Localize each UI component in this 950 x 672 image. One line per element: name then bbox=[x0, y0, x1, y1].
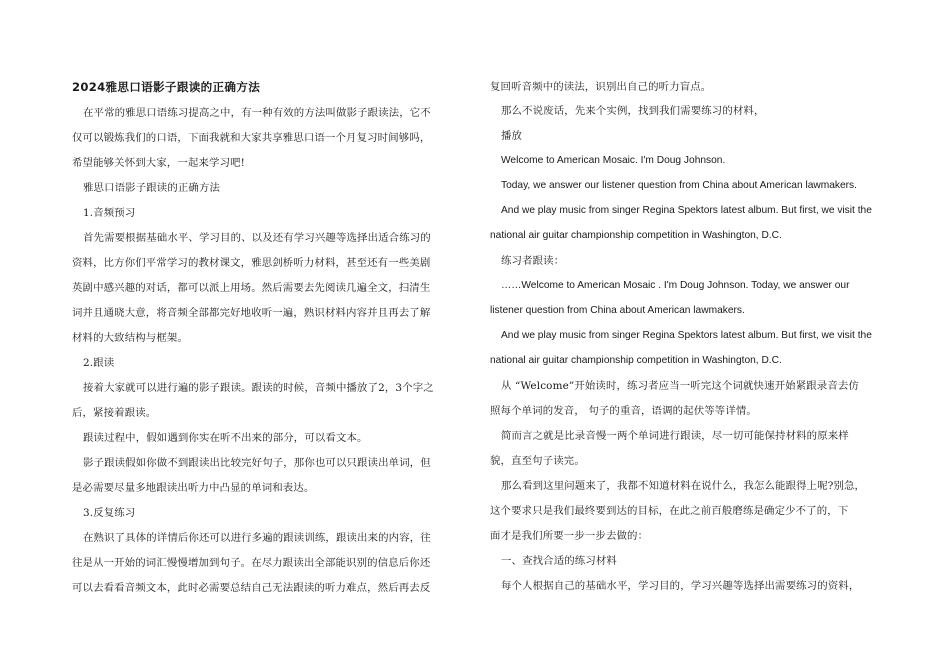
paragraph-line: 跟读过程中，假如遇到你实在听不出来的部分，可以看文本。 bbox=[83, 432, 368, 444]
paragraph-line: 仅可以锻炼我们的口语，下面我就和大家共享雅思口语一个月复习时间够吗， bbox=[72, 132, 431, 144]
paragraph-line: 是必需要尽量多地跟读出听力中凸显的单词和表达。 bbox=[72, 482, 315, 494]
paragraph-line: 那么不说废话，先来个实例，找到我们需要练习的材料， bbox=[501, 105, 765, 117]
paragraph-line: 照每个单词的发音， 句子的重音，语调的起伏等等详情。 bbox=[490, 405, 757, 417]
english-line: And we play music from singer Regina Spektors latest album. But first, we visit the bbox=[501, 330, 872, 341]
section-heading: 2.跟读 bbox=[83, 357, 115, 369]
english-line: listener question from China about American lawmakers. bbox=[490, 305, 745, 316]
section-heading: 3.反复练习 bbox=[83, 507, 136, 519]
paragraph-line: 词并且通晓大意，将音频全部都完好地收听一遍，熟识材料内容并且再去了解 bbox=[72, 307, 431, 319]
paragraph-line: 接着大家就可以进行遍的影子跟读。跟读的时候，音频中播放了2，3个字之 bbox=[83, 382, 434, 394]
paragraph-line: 貌，直至句子读完。 bbox=[490, 455, 585, 467]
paragraph-line: 简而言之就是比录音慢一两个单词进行跟读，尽一切可能保持材料的原来样 bbox=[501, 430, 849, 442]
english-line: national air guitar championship competition in Washington, D.C. bbox=[490, 355, 782, 366]
paragraph-line: 往是从一开始的词汇慢慢增加到句子。在尽力跟读出全部能识别的信息后你还 bbox=[72, 557, 431, 569]
english-line: And we play music from singer Regina Spektors latest album. But first, we visit the bbox=[501, 205, 872, 216]
section-heading: 一、查找合适的练习材料 bbox=[501, 555, 617, 567]
paragraph-line: 练习者跟读： bbox=[501, 255, 565, 267]
paragraph-line: 材料的大致结构与框架。 bbox=[72, 332, 188, 344]
english-line: ……Welcome to American Mosaic . I'm Doug Johnson. Today, we answer our bbox=[501, 280, 850, 291]
document-title: 2024雅思口语影子跟读的正确方法 bbox=[72, 80, 261, 94]
paragraph-line: 影子跟读假如你做不到跟读出比较完好句子，那你也可以只跟读出单词，但 bbox=[83, 457, 431, 469]
paragraph-line: 面才是我们所要一步一步去做的： bbox=[490, 530, 649, 542]
paragraph-line: 播放 bbox=[501, 130, 523, 142]
paragraph-line: 在熟识了具体的详情后你还可以进行多遍的跟读训练，跟读出来的内容，往 bbox=[83, 532, 431, 544]
paragraph-line: 这个要求只是我们最终要到达的目标，在此之前百般磨练是确定少不了的，下 bbox=[490, 505, 849, 517]
english-line: Today, we answer our listener question from China about American lawmakers. bbox=[501, 180, 857, 191]
english-line: Welcome to American Mosaic. I'm Doug Johnson. bbox=[501, 155, 726, 166]
english-line: national air guitar championship competition in Washington, D.C. bbox=[490, 230, 782, 241]
paragraph-line: 复回听音频中的读法，识别出自己的听力盲点。 bbox=[490, 81, 712, 93]
paragraph-line: 希望能够关怀到大家，一起来学习吧! bbox=[72, 157, 245, 169]
paragraph-line: 从 “Welcome”开始读时，练习者应当一听完这个词就快速开始紧跟录音去仿 bbox=[501, 380, 859, 392]
paragraph-line: 英剧中感兴趣的对话，都可以派上用场。然后需要去先阅读几遍全文，扫清生 bbox=[72, 282, 431, 294]
paragraph-line: 后，紧接着跟读。 bbox=[72, 407, 157, 419]
paragraph-line: 可以去看看音频文本，此时必需要总结自己无法跟读的听力难点，然后再去反 bbox=[72, 582, 431, 594]
paragraph-line: 在平常的雅思口语练习提高之中，有一种有效的方法叫做影子跟读法，它不 bbox=[83, 107, 431, 119]
paragraph-line: 首先需要根据基础水平、学习目的、以及还有学习兴趣等选择出适合练习的 bbox=[83, 232, 431, 244]
paragraph-line: 每个人根据自己的基础水平，学习目的，学习兴趣等选择出需要练习的资料， bbox=[501, 580, 860, 592]
section-heading: 1.音频预习 bbox=[83, 207, 136, 219]
section-heading: 雅思口语影子跟读的正确方法 bbox=[83, 182, 221, 194]
paragraph-line: 资料，比方你们平常学习的教材课文，雅思剑桥听力材料，甚至还有一些美剧 bbox=[72, 257, 431, 269]
paragraph-line: 那么看到这里问题来了，我都不知道材料在说什么，我怎么能跟得上呢?别急， bbox=[501, 480, 866, 492]
